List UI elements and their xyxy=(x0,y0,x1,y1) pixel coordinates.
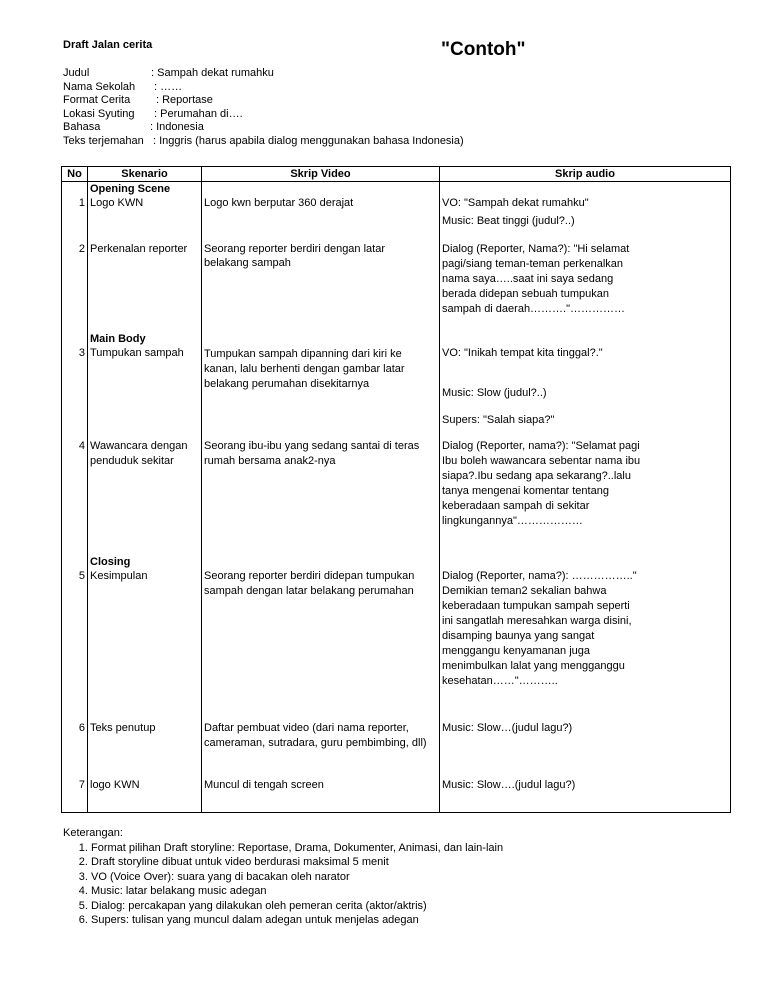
meta-row-location xyxy=(63,108,663,122)
meta-row-language xyxy=(63,121,663,135)
video-cell: Seorang reporter berdiri dengan latar belakang sampah xyxy=(202,242,440,332)
row-number: 6 xyxy=(62,708,88,765)
metadata-block xyxy=(63,67,663,148)
video-cell: Muncul di tengah screen xyxy=(202,765,440,813)
audio-cell: Music: Slow…(judul lagu?) xyxy=(440,708,731,765)
table-row xyxy=(62,708,731,765)
table-header-row xyxy=(62,167,731,182)
meta-label: Nama Sekolah xyxy=(63,80,136,93)
table-row xyxy=(62,555,731,708)
table-row xyxy=(62,439,731,555)
list-item: 1. Format pilihan Draft storyline: Reportase, Drama, Dokumenter, Animasi, dan lain-lain xyxy=(91,841,503,856)
meta-label: Format Cerita xyxy=(63,94,131,106)
audio-cell: VO: "Sampah dekat rumahku" Music: Beat tinggi (judul?..) xyxy=(440,182,731,242)
row-number: 1 xyxy=(62,182,88,242)
scenario-cell: Perkenalan reporter xyxy=(88,242,202,332)
meta-row-translation xyxy=(63,135,663,149)
audio-cell: VO: "Inikah tempat kita tinggal?." Music: Slow (judul?..) Supers: "Salah siapa?" xyxy=(440,332,731,439)
video-cell: Tumpukan sampah dipanning dari kiri ke kanan, lalu berhenti dengan gambar latar belakang perumahan disekitarnya xyxy=(202,332,440,439)
table-row xyxy=(62,182,731,242)
list-item: 2. Draft storyline dibuat untuk video berdurasi maksimal 5 menit xyxy=(91,855,503,870)
audio-cell: Dialog (Reporter, nama?): "Selamat pagi Ibu boleh wawancara sebentar nama ibu siapa?.Ibu sedang apa sekarang?..lalu tanya mengenai komentar tentang keberadaan sampah di sekitar lingkungannya"……………… xyxy=(440,439,731,555)
audio-cell: Dialog (Reporter, nama?): …………….." Demikian teman2 sekalian bahwa keberadaan tumpukan sampah seperti ini sangatlah meresahkan warga disini, disamping baunya yang sangat menggangu kenyamanan juga menimbulkan lalat yang mengganggu kesehatan……"……….. xyxy=(440,555,731,708)
meta-value: : Reportase xyxy=(156,94,213,106)
list-item: 5. Dialog: percakapan yang dilakukan oleh pemeran cerita (aktor/aktris) xyxy=(91,899,503,914)
header-video-script: Skrip Video xyxy=(202,167,440,182)
scenario-cell: Opening Scene Logo KWN xyxy=(88,182,202,242)
meta-value: : Sampah dekat rumahku xyxy=(151,67,274,79)
notes-list xyxy=(63,841,503,928)
header-audio-script: Skrip audio xyxy=(440,167,731,182)
video-cell: Daftar pembuat video (dari nama reporter, cameraman, sutradara, guru pembimbing, dll) xyxy=(202,708,440,765)
list-item: 4. Music: latar belakang music adegan xyxy=(91,884,503,899)
meta-value: : Perumahan di…. xyxy=(154,107,243,120)
meta-label: Judul xyxy=(63,67,90,79)
meta-label: Bahasa xyxy=(63,121,101,133)
document-title: Draft Jalan cerita xyxy=(63,39,153,51)
header-scenario: Skenario xyxy=(88,167,202,182)
storyline-table xyxy=(61,166,731,813)
section-label: Closing xyxy=(90,555,131,568)
meta-row-format xyxy=(63,94,663,108)
header-no: No xyxy=(62,167,88,182)
notes-heading: Keterangan: xyxy=(63,827,123,839)
video-cell: Logo kwn berputar 360 derajat xyxy=(202,182,440,242)
table-row xyxy=(62,765,731,813)
table-row xyxy=(62,332,731,439)
scenario-cell: Teks penutup xyxy=(88,708,202,765)
section-label: Main Body xyxy=(90,332,146,345)
example-badge: "Contoh" xyxy=(441,39,526,60)
audio-cell: Dialog (Reporter, Nama?): "Hi selamat pagi/siang teman-teman perkenalkan nama saya…..saat ini saya sedang berada didepan sebuah tumpukan sampah di daerah………."…………… xyxy=(440,242,731,332)
notes-section xyxy=(63,826,503,928)
video-cell: Seorang ibu-ibu yang sedang santai di teras rumah bersama anak2-nya xyxy=(202,439,440,555)
list-item: 6. Supers: tulisan yang muncul dalam adegan untuk menjelas adegan xyxy=(91,913,503,928)
section-label: Opening Scene xyxy=(90,183,171,195)
list-item: 3. VO (Voice Over): suara yang di bacakan oleh narator xyxy=(91,870,503,885)
scenario-cell: Wawancara dengan penduduk sekitar xyxy=(88,439,202,555)
row-number: 7 xyxy=(62,765,88,813)
row-number: 2 xyxy=(62,242,88,332)
meta-row-title xyxy=(63,67,663,81)
row-number: 4 xyxy=(62,439,88,555)
video-cell: Seorang reporter berdiri didepan tumpukan sampah dengan latar belakang perumahan xyxy=(202,555,440,708)
table-row xyxy=(62,242,731,332)
scenario-cell: logo KWN xyxy=(88,765,202,813)
scenario-cell: Closing Kesimpulan xyxy=(88,555,202,708)
row-number: 3 xyxy=(62,332,88,439)
scenario-cell: Main Body Tumpukan sampah xyxy=(88,332,202,439)
row-number: 5 xyxy=(62,555,88,708)
meta-label: Teks terjemahan xyxy=(63,134,144,147)
meta-label: Lokasi Syuting xyxy=(63,107,135,120)
meta-value: : Inggris (harus apabila dialog menggunakan bahasa Indonesia) xyxy=(153,134,464,147)
meta-value: : Indonesia xyxy=(150,121,204,133)
meta-value: : …… xyxy=(154,80,183,93)
audio-cell: Music: Slow….(judul lagu?) xyxy=(440,765,731,813)
meta-row-school xyxy=(63,81,663,95)
